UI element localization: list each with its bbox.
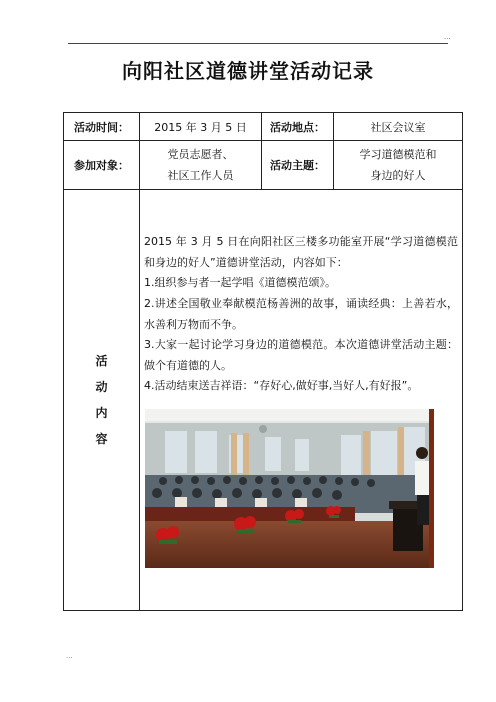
participants-value [140, 141, 262, 190]
content-paragraph: 2015 年 3 月 5 日在向阳社区三楼多功能室开展“学习道德模范和身边的好人”道德讲堂活动，内容如下： [144, 235, 458, 269]
participants-line: 社区工作人员 [167, 169, 234, 182]
header-mark: ... [444, 33, 451, 41]
activity-time-label: 活动时间： [64, 113, 140, 141]
content-body [140, 190, 463, 611]
content-label-char: 活 [95, 354, 108, 368]
content-label-char: 动 [95, 380, 108, 394]
content-label [64, 190, 140, 611]
header-rule [68, 43, 448, 44]
content-paragraph: 2.讲述全国敬业奉献模范杨善洲的故事，诵读经典：上善若水，水善利万物而不争。 [144, 296, 458, 331]
participants-label: 参加对象： [64, 141, 140, 190]
theme-line: 学习道德模范和 [359, 148, 437, 161]
page-title: 向阳社区道德讲堂活动记录 [122, 59, 374, 83]
time-place-row [64, 113, 463, 141]
content-row [64, 190, 463, 611]
participants-theme-row [64, 141, 463, 190]
theme-label: 活动主题： [262, 141, 334, 190]
footer-mark: ... [66, 652, 73, 660]
content-label-char: 容 [95, 432, 108, 446]
event-photo [145, 409, 434, 568]
content-paragraph: 3.大家一起讨论学习身边的道德模范。本次道德讲堂活动主题：做个有道德的人。 [144, 338, 458, 372]
participants-line: 党员志愿者、 [167, 148, 234, 161]
content-paragraph: 4.活动结束送吉祥语：“存好心,做好事,当好人,有好报”。 [144, 379, 419, 393]
activity-time-value: 2015 年 3 月 5 日 [140, 113, 262, 141]
content-paragraph: 1.组织参与者一起学唱《道德模范颂》。 [144, 276, 336, 290]
theme-line: 身边的好人 [370, 169, 426, 182]
theme-value [334, 141, 463, 190]
activity-place-label: 活动地点： [262, 113, 334, 141]
activity-place-value: 社区会议室 [334, 113, 463, 141]
content-label-char: 内 [95, 406, 108, 420]
activity-record-table [63, 112, 463, 611]
